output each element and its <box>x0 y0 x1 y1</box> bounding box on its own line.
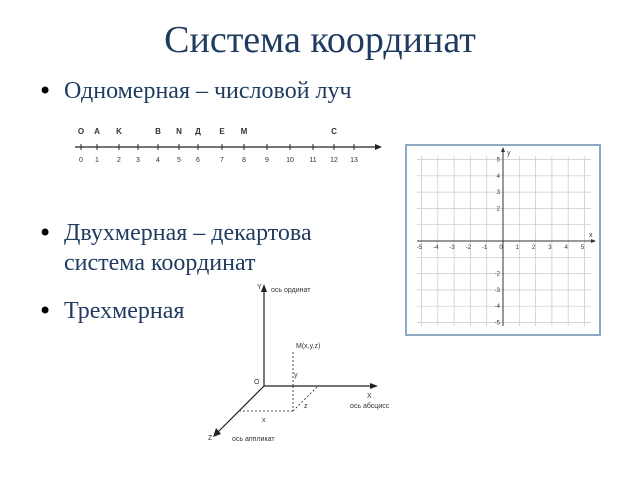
coord-z-label: z <box>304 403 308 410</box>
origin-label: O <box>254 379 260 386</box>
ray-tick-label: 2 <box>117 157 121 164</box>
ray-tick-label: 9 <box>265 157 269 164</box>
number-ray-arrow-icon <box>375 144 382 150</box>
cartesian-grid-diagram <box>405 144 601 336</box>
ray-point-label: E <box>219 127 225 136</box>
ray-tick-label: 4 <box>156 157 160 164</box>
ray-tick-label: 1 <box>95 157 99 164</box>
y-axis-3d-arrow-icon <box>261 284 267 292</box>
y-tick-label: -2 <box>494 271 500 278</box>
x-tick-label: 3 <box>548 245 552 251</box>
ray-point-label: N <box>176 127 182 136</box>
x-axis-3d-name: ось абсцисс <box>350 403 390 410</box>
ray-tick-label: 0 <box>79 157 83 164</box>
ray-tick-label: 7 <box>220 157 224 164</box>
point-m-label: M(x,y,z) <box>296 343 321 350</box>
bullet-text: Трехмерная <box>64 298 185 324</box>
bullet-one-dimensional <box>38 76 458 106</box>
y-tick-label: 4 <box>496 173 500 180</box>
x-tick-label: 0 <box>499 245 503 251</box>
y-tick-label: -4 <box>494 304 500 311</box>
y-tick-label: 5 <box>496 157 500 164</box>
x-tick-label: 2 <box>531 245 536 251</box>
ray-tick-label: 13 <box>350 157 358 164</box>
y-axis-label: y <box>507 150 511 157</box>
bullet-dot-icon: • <box>38 297 53 325</box>
bullet-text: Одномерная – числовой луч <box>64 78 352 104</box>
ray-tick-label: 11 <box>309 157 317 164</box>
ray-tick-label: 3 <box>136 157 140 164</box>
y-tick-label: -5 <box>494 320 500 327</box>
ray-tick-label: 5 <box>177 157 181 164</box>
ray-point-label: B <box>155 127 161 136</box>
x-axis-label: x <box>589 232 593 239</box>
ray-point-label: Д <box>195 127 201 136</box>
ray-tick-label: 8 <box>242 157 246 164</box>
z-axis-3d-arrow-icon <box>213 428 221 437</box>
coord-y-label: y <box>294 372 298 379</box>
y-axis-3d-name: ось ординат <box>271 287 311 294</box>
bullet-dot-icon: • <box>38 77 53 105</box>
three-dimensional-axes-diagram <box>200 280 420 450</box>
y-tick-label: 2 <box>496 206 500 213</box>
bullet-two-dimensional <box>38 218 398 278</box>
y-axis-3d-label: Y <box>257 284 262 291</box>
coord-x-label: x <box>262 417 266 424</box>
bullet-text-line2: система координат <box>64 250 256 276</box>
ray-point-label: O <box>77 127 85 136</box>
ray-point-label: M <box>240 127 248 136</box>
x-tick-label: -2 <box>465 245 472 251</box>
z-axis-3d <box>218 386 264 432</box>
x-tick-label: 4 <box>564 245 568 251</box>
y-tick-label: -3 <box>494 287 500 294</box>
z-axis-3d-name: ось аппликат <box>232 436 275 443</box>
x-tick-label: 1 <box>515 245 519 251</box>
x-tick-label: -1 <box>482 245 488 251</box>
ray-point-label: C <box>331 127 337 136</box>
slide-title: Система координат <box>164 19 476 61</box>
bullet-text-line1: Двухмерная – декартова <box>64 220 312 246</box>
ray-tick-label: 10 <box>286 157 294 164</box>
ray-point-label: A <box>94 127 100 136</box>
number-ray-diagram <box>70 120 390 170</box>
x-axis-3d-label: X <box>367 393 372 400</box>
x-tick-label: -4 <box>433 245 439 251</box>
ray-point-label: K <box>116 127 122 136</box>
ray-tick-label: 6 <box>196 157 200 164</box>
ray-tick-label: 12 <box>330 157 338 164</box>
x-axis-3d-arrow-icon <box>370 383 378 389</box>
z-axis-3d-label: Z <box>208 435 213 442</box>
x-tick-label: -5 <box>416 245 423 251</box>
x-tick-label: 5 <box>580 245 585 251</box>
x-tick-label: -3 <box>449 245 455 251</box>
y-tick-label: 3 <box>496 190 500 197</box>
bullet-dot-icon: • <box>38 219 53 247</box>
